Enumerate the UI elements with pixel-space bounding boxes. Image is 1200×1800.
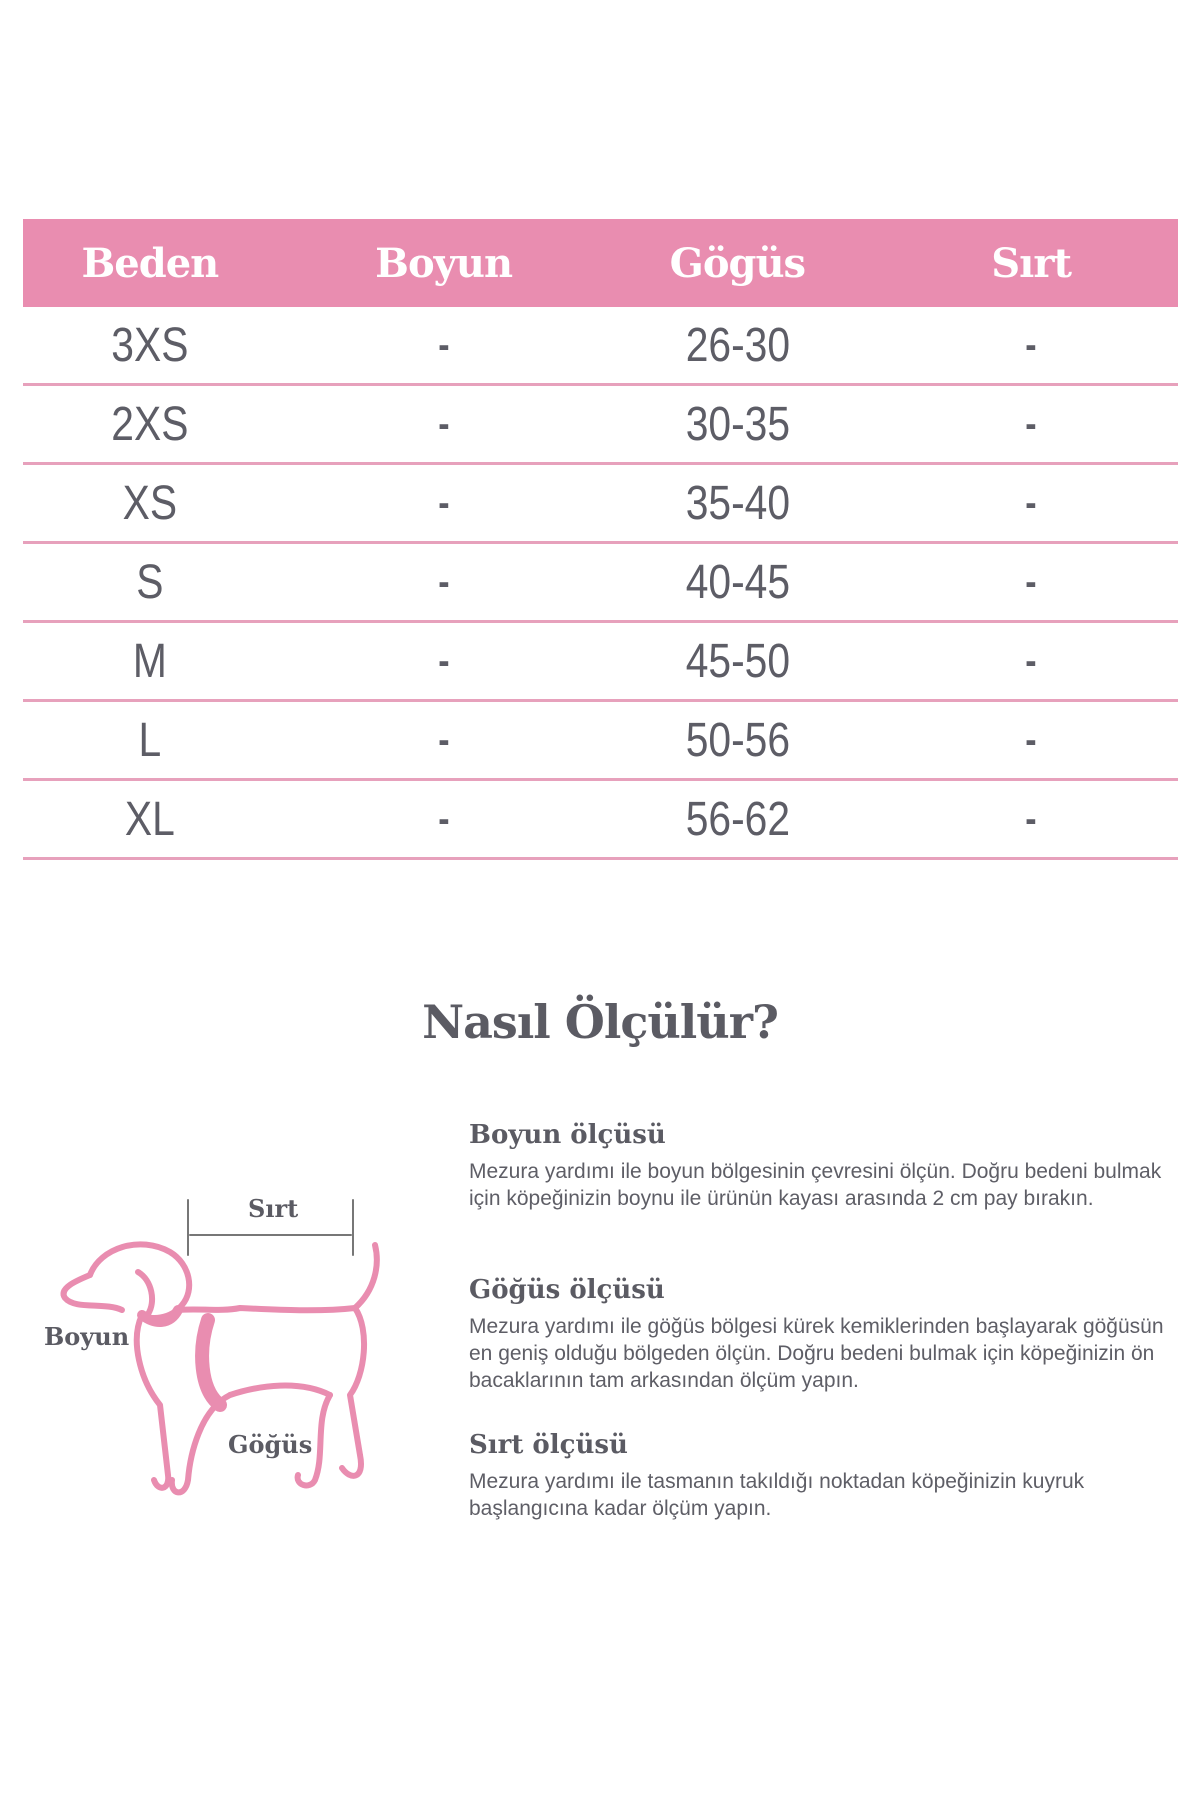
- label-neck: Boyun: [44, 1322, 130, 1351]
- chest-guide-text: Mezura yardımı ile göğüs bölgesi kürek kemiklerinden başlayarak göğüsün en geniş olduğu bölgeden ölçün. Doğru bedeni bulmak için köpeğinizin ön bacaklarının tam arkasından ölçüm yapın.: [469, 1315, 1164, 1392]
- table-row: [23, 623, 1178, 702]
- chest-guide-heading: Göğüs ölçüsü: [469, 1275, 665, 1305]
- size-cell: M: [132, 634, 167, 688]
- back-guide-text: Mezura yardımı ile tasmanın takıldığı noktadan köpeğinizin kuyruk başlangıcına kadar ölçüm yapın.: [469, 1470, 1085, 1520]
- back-cell: -: [1025, 559, 1037, 604]
- back-cell: -: [1025, 638, 1037, 683]
- header-gogus: Gögüs: [669, 239, 806, 287]
- neck-cell: -: [437, 559, 450, 604]
- size-cell: 2XS: [111, 397, 189, 451]
- chest-cell: 45-50: [685, 634, 790, 688]
- chest-cell: 40-45: [685, 555, 790, 609]
- back-cell: -: [1025, 796, 1037, 841]
- neck-cell: -: [437, 717, 450, 762]
- how-to-title: Nasıl Ölçülür?: [422, 995, 778, 1049]
- back-guide: [469, 1430, 1179, 1522]
- chest-cell: 30-35: [685, 397, 790, 451]
- size-cell: XL: [124, 792, 175, 846]
- table-row: [23, 386, 1178, 465]
- table-row: [23, 465, 1178, 544]
- dog-figure: [30, 1180, 450, 1540]
- neck-guide: [469, 1120, 1179, 1212]
- back-cell: -: [1025, 401, 1037, 446]
- back-cell: -: [1025, 322, 1037, 367]
- table-header: [23, 219, 1178, 307]
- size-cell: S: [136, 555, 164, 609]
- size-table: [23, 219, 1178, 860]
- label-back: Sırt: [248, 1194, 299, 1223]
- neck-guide-heading: Boyun ölçüsü: [469, 1120, 666, 1150]
- neck-guide-text: Mezura yardımı ile boyun bölgesinin çevresini ölçün. Doğru bedeni bulmak için köpeğinizin boynu ile ürünün kayası arasında 2 cm pay bırakın.: [469, 1160, 1162, 1210]
- back-cell: -: [1025, 480, 1037, 525]
- size-cell: XS: [122, 476, 178, 530]
- header-boyun: Boyun: [375, 239, 513, 287]
- neck-cell: -: [437, 796, 450, 841]
- chest-cell: 35-40: [685, 476, 790, 530]
- chest-cell: 56-62: [685, 792, 790, 846]
- back-guide-heading: Sırt ölçüsü: [469, 1430, 628, 1460]
- neck-cell: -: [437, 322, 450, 367]
- header-sirt: Sırt: [991, 239, 1071, 287]
- table-row: [23, 702, 1178, 781]
- table-row: [23, 544, 1178, 623]
- neck-cell: -: [437, 480, 450, 525]
- dog-outline-icon: [30, 1180, 450, 1540]
- neck-cell: -: [437, 638, 450, 683]
- label-chest: Göğüs: [228, 1430, 313, 1459]
- back-cell: -: [1025, 717, 1037, 762]
- size-cell: 3XS: [111, 318, 189, 372]
- chest-guide: [469, 1275, 1179, 1394]
- table-row: [23, 307, 1178, 386]
- size-cell: L: [138, 713, 162, 767]
- table-body: [23, 307, 1178, 860]
- table-row: [23, 781, 1178, 860]
- chest-cell: 26-30: [685, 318, 790, 372]
- chest-cell: 50-56: [685, 713, 790, 767]
- neck-cell: -: [437, 401, 450, 446]
- header-beden: Beden: [81, 239, 219, 287]
